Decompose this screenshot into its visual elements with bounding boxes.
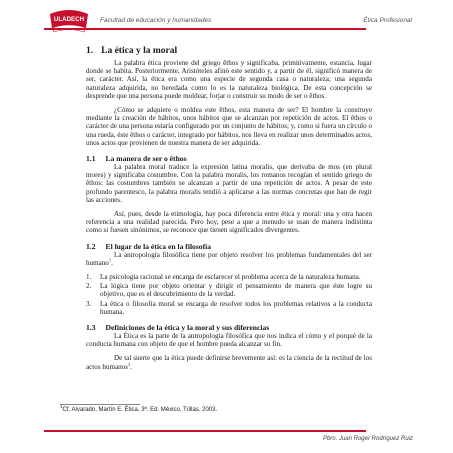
paragraph: ¿Cómo se adquiere o moldea este êthos, esta manera de ser? El hombre la construye mediante la creación de hábitos, unos hábitos que se alcanzan por repetición de actos. El êthos o carácter de una persona estaría configurado por un conjunto de hábitos; y, como si fuera un círculo o una rueda, éste êthos o carácter, integrado por hábitos, nos lleva en realizar unos determinados actos, unos actos que provienen de nuestra manera de ser adquirida. — [86, 106, 372, 147]
footnote: $^1$Cf. Alvarado, Martín E. Ética. 3ª. Ed. México. Trillas. 2003. — [60, 404, 218, 413]
footnote-ref: 1 — [108, 257, 112, 263]
uladech-logo — [48, 8, 90, 36]
footer-author: Pbro. Juan Roger Rodríguez Ruiz — [322, 436, 413, 442]
document-body — [86, 46, 372, 377]
section-heading-1-2: 1.2 El lugar de la ética en la filosofía — [86, 241, 212, 251]
paragraph: La antropología filosófica tiene por objeto resolver los problemas fundamentales del ser humano$^1$. — [86, 250, 372, 267]
paragraph: La Ética es la parte de la antropología filosófica que nos indica el cómo y el porqué de la conducta humana con objeto de que el hombre pueda alcanzar su fin. — [86, 332, 372, 349]
numbered-list — [86, 273, 372, 316]
section-heading-1-1: 1.1 La manera de ser o êthos — [86, 154, 187, 164]
logo-text: ULADECH — [53, 16, 85, 23]
footnote-ref: 2 — [127, 361, 131, 367]
list-item: 3. La ética o filosofía moral se encarga de resolver todos los problemas relativos a la conducta humana. — [86, 299, 372, 316]
section-heading-1: 1. La ética y la moral — [86, 46, 178, 56]
paragraph: La palabra moral traduce la expresión latina moralis, que derivaba de mos (en plural mores) y significaba costumbre. Con la palabra moralis, los romanos recogían el sentido griego de êthos: las costumbres también se alcanzan a partir de una repetición de actos. A pesar de este profundo parentesco, la palabra moralis tendió a aplicarse a las normas concretas que han de regir las acciones. — [86, 163, 372, 204]
header-rule — [44, 28, 366, 30]
list-item: 1. La psicología racional se encarga de esclarecer el problema acerca de la naturaleza humana. — [86, 273, 361, 282]
paragraph: Así, pues, desde la etimología, hay poca diferencia entre ética y moral: una y otra hacen referencia a una realidad parecida. Pero hoy, pese a que a menudo se usan de manera indistinta como si fuesen sinónimos, se reconoce que tienen significados divergentes. — [86, 210, 372, 235]
faculty-name: Facultad de educación y humanidades — [100, 17, 212, 24]
list-item: 2. La lógica tiene por objeto orientar y dirigir el pensamiento de manera que éste logre su objetivo, que es el descubrimiento de la verdad. — [86, 282, 372, 299]
paragraph: La palabra ética proviene del griego êthos y significaba, primitivamente, estancia, lugar donde se habita. Posteriormente, Aristóteles afinó este sentido y, a partir de él, significó manera de ser, carácter. Así, la ética era como una especie de segunda casa o naturaleza; una segunda naturaleza adquirida, no heredada como lo es la naturaleza biológica. De esta concepción se desprende que una persona puede moldear, forjar o construir su modo de ser o êthos. — [86, 59, 372, 100]
footnote-rule — [60, 404, 140, 405]
paragraph: De tal suerte que la ética puede definirse brevemente así: es la ciencia de la rectitud de los actos humanos$^2$. — [86, 354, 372, 371]
section-heading-1-3: 1.3 Definiciones de la ética y la moral y sus diferencias — [86, 323, 270, 333]
course-name: Ética Profesional — [363, 17, 412, 24]
footer-rule — [44, 430, 366, 432]
page-header — [48, 8, 412, 38]
